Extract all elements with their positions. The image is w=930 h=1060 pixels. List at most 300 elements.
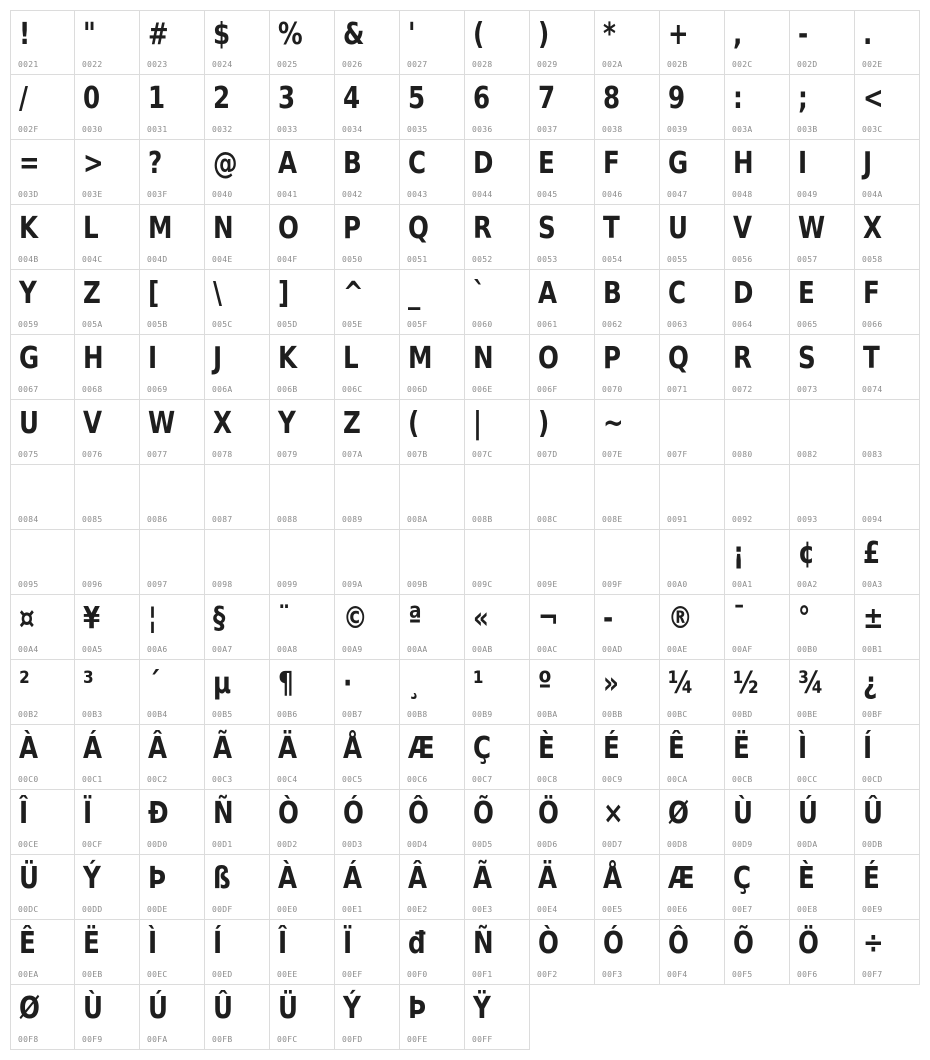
- glyph-cell[interactable]: [465, 920, 530, 985]
- glyph-char: ¯: [733, 601, 746, 636]
- glyph-cell[interactable]: [660, 465, 725, 530]
- glyph-char: Ó: [343, 796, 364, 831]
- glyph-cell[interactable]: [660, 205, 725, 270]
- glyph-cell[interactable]: [855, 465, 920, 530]
- glyph-cell[interactable]: [10, 75, 75, 140]
- glyph-cell[interactable]: [270, 985, 335, 1050]
- glyph-cell[interactable]: [10, 270, 75, 335]
- glyph-code: 004B: [18, 255, 39, 264]
- glyph-cell[interactable]: [855, 920, 920, 985]
- glyph-cell[interactable]: [465, 855, 530, 920]
- glyph-code: 00EE: [277, 970, 298, 979]
- glyph-cell[interactable]: [530, 465, 595, 530]
- glyph-code: 00DE: [147, 905, 168, 914]
- glyph-char: C: [668, 276, 687, 311]
- glyph-cell[interactable]: [75, 920, 140, 985]
- glyph-cell[interactable]: [660, 790, 725, 855]
- glyph-code: 00CA: [667, 775, 688, 784]
- glyph-cell[interactable]: [140, 985, 205, 1050]
- glyph-cell[interactable]: [75, 790, 140, 855]
- glyph-code: 0058: [862, 255, 883, 264]
- glyph-cell[interactable]: [660, 335, 725, 400]
- glyph-cell[interactable]: [205, 790, 270, 855]
- glyph-code: 00BD: [732, 710, 753, 719]
- glyph-char: *: [603, 17, 616, 52]
- glyph-char: T: [603, 211, 620, 246]
- glyph-cell[interactable]: [465, 595, 530, 660]
- glyph-cell[interactable]: [595, 270, 660, 335]
- glyph-cell[interactable]: [790, 400, 855, 465]
- glyph-cell[interactable]: [790, 920, 855, 985]
- glyph-cell[interactable]: [465, 985, 530, 1050]
- glyph-char: H: [733, 146, 754, 181]
- glyph-cell[interactable]: [270, 725, 335, 790]
- glyph-cell[interactable]: [10, 790, 75, 855]
- glyph-cell[interactable]: [335, 205, 400, 270]
- glyph-char: =: [19, 146, 40, 181]
- glyph-cell[interactable]: [400, 985, 465, 1050]
- glyph-cell[interactable]: [465, 465, 530, 530]
- glyph-cell[interactable]: [205, 725, 270, 790]
- glyph-cell[interactable]: [75, 270, 140, 335]
- glyph-cell[interactable]: [465, 400, 530, 465]
- glyph-cell[interactable]: [530, 530, 595, 595]
- glyph-char: #: [148, 17, 169, 52]
- glyph-char: Ä: [278, 731, 298, 766]
- glyph-cell[interactable]: [595, 400, 660, 465]
- glyph-code: 0074: [862, 385, 883, 394]
- glyph-code: 00F2: [537, 970, 558, 979]
- glyph-cell[interactable]: [725, 335, 790, 400]
- glyph-cell[interactable]: [270, 400, 335, 465]
- glyph-cell[interactable]: [530, 725, 595, 790]
- glyph-cell[interactable]: [140, 530, 205, 595]
- glyph-code: 005C: [212, 320, 233, 329]
- glyph-char: Ò: [278, 796, 299, 831]
- glyph-cell[interactable]: [725, 725, 790, 790]
- glyph-char: L: [83, 211, 99, 246]
- glyph-cell[interactable]: [465, 725, 530, 790]
- glyph-cell[interactable]: [140, 790, 205, 855]
- glyph-cell[interactable]: [790, 855, 855, 920]
- glyph-code: 0086: [147, 515, 168, 524]
- glyph-cell[interactable]: [335, 855, 400, 920]
- glyph-cell[interactable]: [270, 205, 335, 270]
- glyph-cell[interactable]: [335, 985, 400, 1050]
- glyph-cell[interactable]: [335, 725, 400, 790]
- glyph-cell[interactable]: [530, 595, 595, 660]
- glyph-char: Ÿ: [473, 991, 491, 1026]
- glyph-code: 00C3: [212, 775, 233, 784]
- glyph-code: 0073: [797, 385, 818, 394]
- glyph-code: 0048: [732, 190, 753, 199]
- glyph-cell[interactable]: [400, 530, 465, 595]
- glyph-cell[interactable]: [465, 205, 530, 270]
- glyph-cell[interactable]: [270, 270, 335, 335]
- glyph-char: |: [473, 406, 482, 441]
- glyph-char: F: [603, 146, 620, 181]
- glyph-cell[interactable]: [10, 660, 75, 725]
- glyph-cell[interactable]: [595, 790, 660, 855]
- glyph-cell[interactable]: [660, 270, 725, 335]
- glyph-cell[interactable]: [725, 140, 790, 205]
- glyph-cell[interactable]: [725, 920, 790, 985]
- glyph-cell[interactable]: [660, 595, 725, 660]
- glyph-cell[interactable]: [530, 920, 595, 985]
- glyph-cell[interactable]: [400, 790, 465, 855]
- glyph-cell[interactable]: [790, 10, 855, 75]
- glyph-cell[interactable]: [75, 10, 140, 75]
- glyph-cell[interactable]: [270, 920, 335, 985]
- glyph-cell[interactable]: [270, 335, 335, 400]
- glyph-cell[interactable]: [270, 595, 335, 660]
- glyph-cell[interactable]: [530, 660, 595, 725]
- glyph-cell[interactable]: [335, 270, 400, 335]
- glyph-cell[interactable]: [10, 10, 75, 75]
- glyph-cell[interactable]: [465, 660, 530, 725]
- glyph-cell[interactable]: [530, 205, 595, 270]
- glyph-cell[interactable]: [530, 790, 595, 855]
- glyph-cell[interactable]: [10, 920, 75, 985]
- glyph-cell[interactable]: [75, 855, 140, 920]
- glyph-cell[interactable]: [270, 465, 335, 530]
- glyph-cell[interactable]: [400, 205, 465, 270]
- glyph-cell[interactable]: [660, 140, 725, 205]
- glyph-char: B: [343, 146, 362, 181]
- glyph-cell[interactable]: [140, 660, 205, 725]
- glyph-code: 005E: [342, 320, 363, 329]
- glyph-cell[interactable]: [595, 725, 660, 790]
- glyph-code: 0065: [797, 320, 818, 329]
- glyph-cell[interactable]: [140, 10, 205, 75]
- glyph-cell[interactable]: [855, 790, 920, 855]
- glyph-cell[interactable]: [855, 205, 920, 270]
- glyph-code: 0051: [407, 255, 428, 264]
- glyph-cell[interactable]: [400, 660, 465, 725]
- glyph-cell[interactable]: [595, 595, 660, 660]
- glyph-char: ×: [603, 796, 624, 831]
- glyph-cell[interactable]: [140, 205, 205, 270]
- glyph-cell[interactable]: [335, 660, 400, 725]
- glyph-char: Ì: [148, 926, 158, 961]
- glyph-cell[interactable]: [205, 335, 270, 400]
- glyph-cell[interactable]: [660, 75, 725, 140]
- glyph-cell[interactable]: [400, 855, 465, 920]
- glyph-cell[interactable]: [530, 75, 595, 140]
- glyph-cell[interactable]: [400, 140, 465, 205]
- glyph-cell[interactable]: [270, 10, 335, 75]
- glyph-cell[interactable]: [595, 920, 660, 985]
- glyph-cell[interactable]: [660, 920, 725, 985]
- glyph-cell[interactable]: [335, 335, 400, 400]
- glyph-cell[interactable]: [530, 270, 595, 335]
- glyph-cell[interactable]: [205, 595, 270, 660]
- glyph-cell[interactable]: [400, 75, 465, 140]
- glyph-cell[interactable]: [465, 140, 530, 205]
- glyph-cell[interactable]: [790, 725, 855, 790]
- glyph-cell[interactable]: [10, 985, 75, 1050]
- glyph-cell[interactable]: [660, 725, 725, 790]
- glyph-cell[interactable]: [205, 465, 270, 530]
- glyph-code: 00AB: [472, 645, 493, 654]
- glyph-cell[interactable]: [530, 335, 595, 400]
- glyph-cell[interactable]: [530, 855, 595, 920]
- glyph-char: ^: [343, 276, 364, 311]
- glyph-cell[interactable]: [10, 465, 75, 530]
- glyph-cell[interactable]: [400, 465, 465, 530]
- glyph-cell[interactable]: [205, 855, 270, 920]
- glyph-cell[interactable]: [75, 75, 140, 140]
- glyph-cell[interactable]: [205, 10, 270, 75]
- glyph-cell[interactable]: [205, 530, 270, 595]
- glyph-code: 00B2: [18, 710, 39, 719]
- glyph-cell[interactable]: [790, 595, 855, 660]
- glyph-cell[interactable]: [75, 985, 140, 1050]
- glyph-cell[interactable]: [855, 725, 920, 790]
- glyph-char: ±: [863, 601, 884, 636]
- glyph-code: 0096: [82, 580, 103, 589]
- glyph-cell[interactable]: [465, 530, 530, 595]
- glyph-cell[interactable]: [10, 725, 75, 790]
- glyph-code: 003B: [797, 125, 818, 134]
- glyph-cell[interactable]: [400, 920, 465, 985]
- glyph-cell[interactable]: [530, 140, 595, 205]
- glyph-code: 00D1: [212, 840, 233, 849]
- glyph-cell[interactable]: [10, 335, 75, 400]
- glyph-code: 00B6: [277, 710, 298, 719]
- glyph-cell[interactable]: [205, 270, 270, 335]
- glyph-cell[interactable]: [75, 400, 140, 465]
- glyph-code: 00E7: [732, 905, 753, 914]
- glyph-code: 00F5: [732, 970, 753, 979]
- glyph-cell[interactable]: [335, 75, 400, 140]
- glyph-char: (: [408, 406, 420, 441]
- glyph-code: 0047: [667, 190, 688, 199]
- glyph-cell[interactable]: [790, 465, 855, 530]
- glyph-cell[interactable]: [465, 75, 530, 140]
- glyph-char: E: [798, 276, 815, 311]
- glyph-cell[interactable]: [660, 660, 725, 725]
- glyph-cell[interactable]: [140, 595, 205, 660]
- glyph-cell[interactable]: [855, 140, 920, 205]
- glyph-cell[interactable]: [855, 335, 920, 400]
- glyph-cell[interactable]: [725, 400, 790, 465]
- glyph-cell[interactable]: [855, 400, 920, 465]
- glyph-cell[interactable]: [465, 335, 530, 400]
- glyph-cell[interactable]: [270, 530, 335, 595]
- glyph-cell[interactable]: [140, 465, 205, 530]
- glyph-cell[interactable]: [10, 595, 75, 660]
- glyph-cell[interactable]: [530, 400, 595, 465]
- glyph-char: Æ: [408, 731, 435, 766]
- glyph-cell[interactable]: [725, 465, 790, 530]
- glyph-cell[interactable]: [725, 10, 790, 75]
- glyph-char: Ã: [213, 731, 233, 766]
- glyph-cell[interactable]: [855, 75, 920, 140]
- glyph-cell[interactable]: [465, 10, 530, 75]
- glyph-cell[interactable]: [205, 205, 270, 270]
- glyph-code: 0056: [732, 255, 753, 264]
- glyph-cell[interactable]: [75, 140, 140, 205]
- glyph-cell[interactable]: [790, 660, 855, 725]
- glyph-char: K: [19, 211, 39, 246]
- glyph-code: 0022: [82, 60, 103, 69]
- glyph-cell[interactable]: [140, 270, 205, 335]
- glyph-cell[interactable]: [725, 530, 790, 595]
- glyph-cell[interactable]: [595, 335, 660, 400]
- glyph-cell[interactable]: [790, 270, 855, 335]
- glyph-cell[interactable]: [400, 725, 465, 790]
- glyph-cell[interactable]: [270, 75, 335, 140]
- glyph-cell[interactable]: [400, 270, 465, 335]
- glyph-cell[interactable]: [400, 595, 465, 660]
- glyph-cell[interactable]: [140, 920, 205, 985]
- glyph-code: 00E9: [862, 905, 883, 914]
- glyph-cell[interactable]: [75, 205, 140, 270]
- glyph-cell[interactable]: [465, 270, 530, 335]
- glyph-cell[interactable]: [400, 400, 465, 465]
- glyph-cell[interactable]: [725, 75, 790, 140]
- glyph-cell[interactable]: [270, 140, 335, 205]
- glyph-cell[interactable]: [595, 530, 660, 595]
- glyph-code: 005B: [147, 320, 168, 329]
- glyph-cell[interactable]: [465, 790, 530, 855]
- glyph-cell[interactable]: [595, 140, 660, 205]
- glyph-cell[interactable]: [855, 595, 920, 660]
- glyph-cell[interactable]: [790, 335, 855, 400]
- glyph-code: 0098: [212, 580, 233, 589]
- glyph-cell[interactable]: [530, 10, 595, 75]
- glyph-cell[interactable]: [335, 10, 400, 75]
- glyph-char: ©: [343, 601, 368, 636]
- glyph-cell[interactable]: [10, 205, 75, 270]
- glyph-cell[interactable]: [725, 790, 790, 855]
- glyph-cell[interactable]: [400, 335, 465, 400]
- glyph-char: E: [538, 146, 555, 181]
- glyph-cell[interactable]: [595, 10, 660, 75]
- glyph-cell[interactable]: [595, 660, 660, 725]
- glyph-code: 00CE: [18, 840, 39, 849]
- glyph-cell[interactable]: [660, 10, 725, 75]
- glyph-cell[interactable]: [335, 530, 400, 595]
- glyph-char: Ñ: [473, 926, 494, 961]
- glyph-cell[interactable]: [855, 855, 920, 920]
- glyph-cell[interactable]: [205, 920, 270, 985]
- glyph-cell[interactable]: [660, 530, 725, 595]
- glyph-char: K: [278, 341, 298, 376]
- glyph-cell[interactable]: [140, 725, 205, 790]
- glyph-cell[interactable]: [10, 400, 75, 465]
- glyph-char: Y: [19, 276, 37, 311]
- glyph-cell[interactable]: [595, 205, 660, 270]
- glyph-code: 0060: [472, 320, 493, 329]
- glyph-cell[interactable]: [140, 855, 205, 920]
- glyph-cell[interactable]: [335, 400, 400, 465]
- glyph-code: 0094: [862, 515, 883, 524]
- glyph-cell[interactable]: [10, 855, 75, 920]
- glyph-cell[interactable]: [595, 855, 660, 920]
- glyph-cell[interactable]: [725, 205, 790, 270]
- glyph-char: Ö: [538, 796, 559, 831]
- glyph-cell[interactable]: [855, 270, 920, 335]
- glyph-cell[interactable]: [270, 660, 335, 725]
- glyph-cell[interactable]: [75, 465, 140, 530]
- glyph-cell[interactable]: [140, 400, 205, 465]
- glyph-cell[interactable]: [205, 660, 270, 725]
- glyph-cell[interactable]: [725, 595, 790, 660]
- glyph-cell[interactable]: [10, 530, 75, 595]
- glyph-cell[interactable]: [335, 140, 400, 205]
- glyph-cell[interactable]: [400, 10, 465, 75]
- glyph-cell[interactable]: [595, 465, 660, 530]
- glyph-cell[interactable]: [205, 140, 270, 205]
- glyph-cell[interactable]: [270, 855, 335, 920]
- glyph-cell[interactable]: [140, 140, 205, 205]
- glyph-cell[interactable]: [140, 75, 205, 140]
- glyph-char: D: [733, 276, 754, 311]
- glyph-code: 009B: [407, 580, 428, 589]
- glyph-cell[interactable]: [725, 855, 790, 920]
- glyph-code: 00E6: [667, 905, 688, 914]
- glyph-char: Ù: [83, 991, 103, 1026]
- glyph-code: 00B8: [407, 710, 428, 719]
- glyph-char: &: [343, 17, 365, 52]
- glyph-code: 00CC: [797, 775, 818, 784]
- glyph-cell[interactable]: [75, 335, 140, 400]
- glyph-code: 00A5: [82, 645, 103, 654]
- glyph-code: 004E: [212, 255, 233, 264]
- glyph-char: X: [863, 211, 882, 246]
- glyph-cell[interactable]: [335, 920, 400, 985]
- glyph-char: W: [148, 406, 176, 441]
- glyph-cell[interactable]: [75, 595, 140, 660]
- glyph-cell[interactable]: [855, 10, 920, 75]
- glyph-cell[interactable]: [205, 400, 270, 465]
- glyph-cell[interactable]: [75, 530, 140, 595]
- glyph-code: 0038: [602, 125, 623, 134]
- glyph-char: Ë: [83, 926, 100, 961]
- glyph-cell[interactable]: [335, 790, 400, 855]
- glyph-cell[interactable]: [790, 75, 855, 140]
- glyph-cell[interactable]: [725, 660, 790, 725]
- glyph-cell[interactable]: [790, 205, 855, 270]
- glyph-cell[interactable]: [10, 140, 75, 205]
- glyph-cell[interactable]: [75, 660, 140, 725]
- glyph-char: Ü: [19, 861, 39, 896]
- glyph-cell[interactable]: [595, 75, 660, 140]
- glyph-cell[interactable]: [205, 75, 270, 140]
- glyph-cell[interactable]: [790, 790, 855, 855]
- glyph-code: 00E1: [342, 905, 363, 914]
- glyph-code: 00AA: [407, 645, 428, 654]
- glyph-code: 0027: [407, 60, 428, 69]
- glyph-cell[interactable]: [660, 855, 725, 920]
- glyph-cell[interactable]: [725, 270, 790, 335]
- glyph-cell[interactable]: [660, 400, 725, 465]
- glyph-cell[interactable]: [75, 725, 140, 790]
- glyph-cell[interactable]: [855, 660, 920, 725]
- glyph-cell[interactable]: [335, 465, 400, 530]
- glyph-cell[interactable]: [205, 985, 270, 1050]
- glyph-cell[interactable]: [335, 595, 400, 660]
- glyph-cell[interactable]: [270, 790, 335, 855]
- glyph-cell[interactable]: [790, 530, 855, 595]
- glyph-cell[interactable]: [855, 530, 920, 595]
- glyph-cell[interactable]: [790, 140, 855, 205]
- glyph-char: >: [83, 146, 104, 181]
- glyph-code: 00D3: [342, 840, 363, 849]
- glyph-cell[interactable]: [140, 335, 205, 400]
